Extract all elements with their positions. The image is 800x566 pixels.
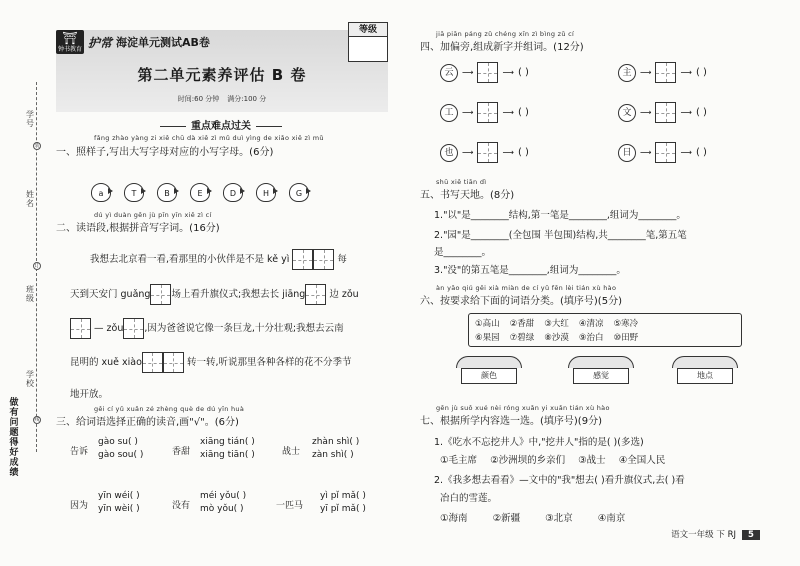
q3-word: 因为: [70, 501, 89, 511]
arrow-icon: ⟶: [640, 68, 652, 77]
answer-box[interactable]: [477, 102, 498, 123]
chick-icon: H: [253, 180, 278, 203]
q5-line2: 2."园"是________(全包围 半包围)结构,共________笔,第五笔: [434, 230, 687, 241]
chick-icon: E: [187, 180, 212, 203]
q7-line2: 2.《我多想去看看》—文中的"我"想去( )看升旗仪式,去( )看: [434, 475, 685, 486]
q7-line2b: 冶白的雪莲。: [440, 493, 498, 504]
radical-item: 日 ⟶ ⟶ ( ): [618, 142, 707, 163]
arrow-icon: ⟶: [680, 108, 692, 117]
q3-options: yì pǐ mǎ( ) yī pǐ mǎ( ): [320, 491, 366, 514]
category-roof: 地点: [672, 356, 738, 388]
word-bank: ①高山 ②香甜 ③大红 ④清凉 ⑤寒冷 ⑥果园 ⑦碧绿 ⑧沙漠 ⑨治白 ⑩田野: [468, 313, 742, 347]
time-limit: 时间:60 分钟: [177, 95, 220, 103]
gate-icon: ⛩: [62, 30, 78, 45]
answer-box[interactable]: [142, 352, 163, 373]
q6-pinyin: àn yāo qiú gěi xià miàn de cí yǔ fēn lèi tián xù hào: [436, 284, 617, 292]
section-heading: 重点难点过关: [146, 117, 296, 132]
page-number: 5: [742, 530, 760, 540]
answer-box[interactable]: [477, 62, 498, 83]
answer-box[interactable]: [655, 102, 676, 123]
book-label: 语文一年级 下 RJ: [671, 530, 736, 540]
arrow-icon: ⟶: [502, 68, 514, 77]
arrow-icon: ⟶: [502, 148, 514, 157]
grade-box: [348, 22, 388, 62]
right-page: [404, 0, 800, 566]
q3-options: zhàn shì( ) zàn shì( ): [312, 437, 360, 460]
arrow-icon: ⟶: [502, 108, 514, 117]
brand-bar: [56, 30, 236, 54]
q5-line2b: 是________。: [434, 247, 492, 258]
q4-title: 四、加偏旁,组成新字并组词。(12分): [420, 42, 584, 53]
q2-line3: — zǒu ,因为爸爸说它像一条巨龙,十分壮观;我想去云南: [70, 318, 344, 339]
full-score: 满分:100 分: [227, 95, 267, 103]
q5-line1: 1."以"是________结构,第一笔是________,组词为________。: [434, 210, 686, 221]
q5-line3: 3."没"的第五笔是________,组词为________。: [434, 265, 626, 276]
radical-item: 文 ⟶ ⟶ ( ): [618, 102, 707, 123]
answer-box[interactable]: [655, 142, 676, 163]
page-title: 第二单元素养评估 B 卷: [137, 66, 307, 84]
q3-pinyin: gěi cí yǔ xuǎn zé zhèng què de dú yīn huà: [94, 405, 245, 413]
q7-line1: 1.《吃水不忘挖井人》中,"挖井人"指的是( )(多选): [434, 437, 644, 448]
grade-label: 等级: [349, 23, 387, 37]
left-page: [54, 0, 390, 566]
q2-pinyin: dú yì duàn gēn jù pīn yīn xiě zì cí: [94, 211, 212, 219]
q3-word: 战士: [282, 447, 301, 457]
q6-title: 六、按要求给下面的词语分类。(填序号)(5分): [420, 296, 622, 307]
arrow-icon: ⟶: [462, 108, 474, 117]
q2-line5: 地开放。: [70, 389, 109, 400]
answer-box[interactable]: [150, 284, 171, 305]
publisher-logo: ⛩ 钟书教育: [57, 30, 82, 53]
answer-box[interactable]: [123, 318, 144, 339]
chick-icon: G: [286, 180, 311, 203]
q7-pinyin: gēn jù suǒ xué nèi róng xuǎn yi xuǎn tián xù hào: [436, 404, 610, 412]
q3-options: méi yǒu( ) mò yǒu( ): [200, 491, 247, 514]
answer-box[interactable]: [313, 249, 334, 270]
chick-icon: B: [154, 180, 179, 203]
chick-icon: T: [121, 180, 146, 203]
answer-box[interactable]: [477, 142, 498, 163]
q3-word: 香甜: [172, 447, 191, 457]
category-roof: 感觉: [568, 356, 634, 388]
arrow-icon: ⟶: [462, 68, 474, 77]
q2-title: 二、读语段,根据拼音写字词。(16分): [56, 223, 220, 234]
side-slogan: 做有问题 得好成绩: [9, 398, 19, 478]
radical-item: 云 ⟶ ⟶ ( ): [440, 62, 529, 83]
class-label: 班级: [26, 285, 34, 303]
q3-word: 一匹马: [276, 501, 304, 511]
arrow-icon: ⟶: [462, 148, 474, 157]
arrow-icon: ⟶: [680, 68, 692, 77]
exam-meta: [54, 94, 390, 104]
q5-pinyin: shū xiě tiān dì: [436, 178, 487, 186]
answer-box[interactable]: [163, 352, 184, 373]
arrow-icon: ⟶: [680, 148, 692, 157]
q3-word: 告诉: [70, 447, 89, 457]
student-id-label: 学号: [26, 110, 34, 128]
answer-box[interactable]: [305, 284, 326, 305]
arrow-icon: ⟶: [640, 148, 652, 157]
q2-line1: 我想去北京看一看,看那里的小伙伴是不是 kě yì 每: [90, 249, 347, 270]
name-label: 姓名: [26, 190, 34, 208]
binding-circle: 装: [34, 143, 40, 149]
brand-slogan: 护常: [88, 35, 113, 50]
binding-circle: 订: [34, 263, 40, 269]
radical-item: 也 ⟶ ⟶ ( ): [440, 142, 529, 163]
series-name: 海淀单元测试AB卷: [116, 36, 210, 49]
q5-title: 五、书写天地。(8分): [420, 190, 515, 201]
binding-circle: 线: [34, 417, 40, 423]
radical-item: 工 ⟶ ⟶ ( ): [440, 102, 529, 123]
page-footer: [671, 528, 760, 540]
letter-chicks: [88, 180, 311, 203]
chick-icon: a: [88, 180, 113, 203]
school-label: 学校: [26, 370, 34, 388]
answer-box[interactable]: [655, 62, 676, 83]
q3-word: 没有: [172, 501, 191, 511]
q4-pinyin: jiā piān páng zǔ chéng xīn zì bìng zǔ cí: [436, 30, 575, 38]
q3-options: xiāng tián( ) xiāng tiān( ): [200, 437, 255, 460]
q1-title: 一、照样子,写出大写字母对应的小写字母。(6分): [56, 147, 274, 158]
chick-icon: D: [220, 180, 245, 203]
q2-line2: 天到天安门 guǎng 场上看升旗仪式;我想去长 jiāng 边 zǒu: [70, 284, 359, 305]
arrow-icon: ⟶: [640, 108, 652, 117]
q3-title: 三、给词语选择正确的读音,画"√"。(6分): [56, 417, 239, 428]
answer-box[interactable]: [70, 318, 91, 339]
q1-pinyin: fǎng zhào yàng zi xiě chū dà xiě zì mǔ duì yìng de xiǎo xiě zì mǔ: [94, 134, 324, 142]
q3-options: yīn wéi( ) yīn wèi( ): [98, 491, 140, 514]
radical-item: 主 ⟶ ⟶ ( ): [618, 62, 707, 83]
answer-box[interactable]: [292, 249, 313, 270]
q7-title: 七、根据所学内容选一选。(填序号)(9分): [420, 416, 602, 427]
q7-options1: ①毛主席 ②沙洲坝的乡亲们 ③战士 ④全国人民: [440, 455, 666, 466]
binding-strip: [0, 0, 54, 566]
q3-options: gào su( ) gào sou( ): [98, 437, 144, 460]
q7-options2: ①海南 ②新疆 ③北京 ④南京: [440, 513, 626, 524]
q2-line4: 昆明的 xuě xiào 转一转,听说那里各种各样的花不分季节: [70, 352, 352, 373]
category-roof: 颜色: [456, 356, 522, 388]
